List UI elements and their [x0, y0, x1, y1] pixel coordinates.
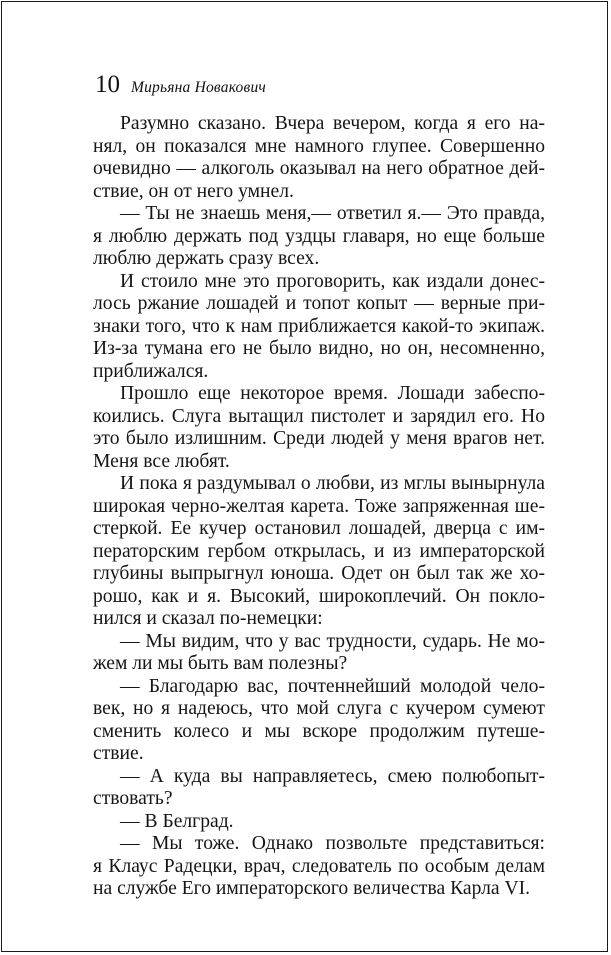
text-line: — Ты не знаешь меня,— ответил я.— Это правда,	[120, 203, 545, 224]
text-line: на службе Его императорского величества Карла VI.	[93, 878, 531, 899]
text-line: приближался.	[93, 360, 209, 382]
text-line: Прошло еще некоторое время. Лошади забеспо-	[120, 383, 545, 404]
text-line: ствие.	[93, 743, 144, 764]
text-line: Меня все любят.	[93, 450, 230, 472]
text-line: ператорским гербом открылась, и из императорской	[93, 540, 545, 562]
body-text	[93, 113, 545, 901]
text-line: очевидно — алкоголь оказывал на него обратное дей-	[93, 158, 545, 179]
text-line: — Мы тоже. Однако позвольте представиться:	[120, 833, 545, 854]
text-line: — В Белград.	[120, 810, 234, 832]
page-header	[95, 72, 266, 97]
running-head-author: Мирьяна Новакович	[131, 79, 266, 96]
text-line: Из-за тумана его не было видно, но он, несомненно,	[93, 338, 545, 359]
text-line: глубины выпрыгнул юноша. Одет он был так же хо-	[93, 563, 545, 584]
text-line: И стоило мне это проговорить, как издали донес-	[120, 270, 545, 292]
text-line: — Мы видим, что у вас трудности, сударь. Не мо-	[120, 630, 545, 652]
text-line: я Клаус Радецки, врач, следователь по особым делам	[93, 855, 545, 877]
text-line: широкая черно-желтая карета. Тоже запряженная ше-	[93, 495, 545, 517]
text-line: знаки того, что к нам приближается какой-то экипаж.	[93, 315, 545, 337]
text-line: нял, он показался мне намного глупее. Совершенно	[93, 135, 545, 157]
text-line: ствие, он от него умнел.	[93, 180, 294, 202]
text-line: стеркой. Ее кучер остановил лошадей, дверца с им-	[93, 518, 545, 539]
text-line: И пока я раздумывал о любви, из мглы вынырнула	[120, 473, 545, 494]
text-line: ствовать?	[93, 788, 173, 809]
text-line: сменить колесо и мы вскоре продолжим путеше-	[93, 720, 545, 742]
text-line: — А куда вы направляетесь, смею полюбопыт-	[120, 765, 545, 787]
book-page	[1, 1, 608, 952]
text-line: коились. Слуга вытащил пистолет и зарядил его. Но	[93, 405, 545, 427]
text-line: я люблю держать под уздцы главаря, но еще больше	[93, 225, 545, 247]
text-line: нился и сказал по-немецки:	[93, 608, 323, 629]
text-line: лось ржание лошадей и топот копыт — верные при-	[93, 293, 545, 314]
text-line: жем ли мы быть вам полезны?	[93, 653, 348, 674]
page-number: 10	[95, 71, 120, 98]
text-line: — Благодарю вас, почтеннейший молодой чело-	[120, 675, 545, 697]
text-line: рошо, как и я. Высокий, широкоплечий. Он покло-	[93, 585, 545, 607]
text-line: это было излишним. Среди людей у меня врагов нет.	[93, 428, 545, 449]
text-line: люблю держать сразу всех.	[93, 248, 320, 269]
text-line: век, но я надеюсь, что мой слуга с кучером сумеют	[93, 698, 545, 719]
text-line: Разумно сказано. Вчера вечером, когда я его на-	[120, 113, 545, 134]
